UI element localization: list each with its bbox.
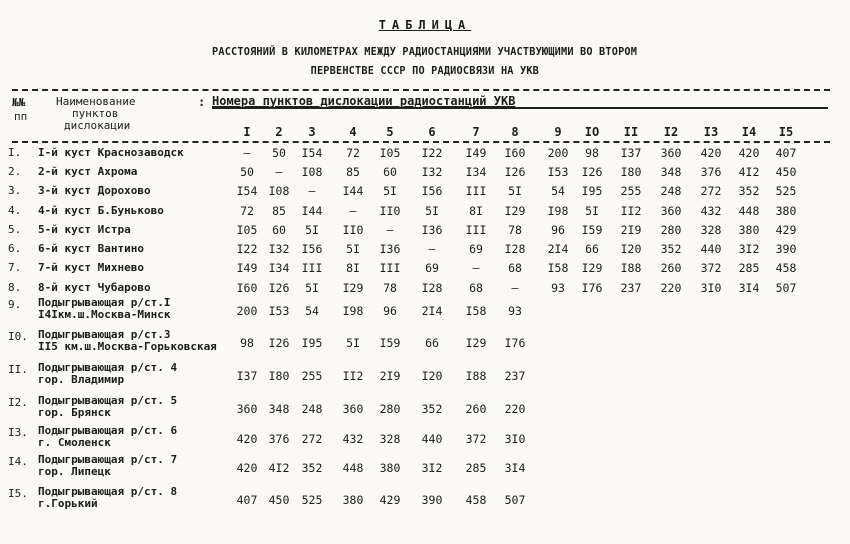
row-number: 2.: [8, 165, 22, 178]
distance-cell: 54: [551, 184, 565, 198]
distance-cell: –: [308, 184, 316, 198]
distance-cell: I32: [421, 165, 443, 179]
distance-cell: 352: [301, 461, 323, 475]
row-location-name: 7-й куст Михнево: [38, 261, 144, 274]
column-header: 6: [428, 125, 436, 139]
row-location-name: Подыгрывающая р/ст.3: [38, 328, 171, 341]
distance-cell: –: [243, 146, 251, 160]
distance-cell: 372: [700, 261, 722, 275]
distance-cell: 440: [421, 432, 443, 446]
distance-cell: I88: [620, 261, 642, 275]
row-location-name: 2-й куст Ахрома: [38, 165, 138, 178]
distance-cell: 4I2: [738, 165, 760, 179]
distance-cell: I20: [620, 242, 642, 256]
distance-cell: 360: [660, 146, 682, 160]
distance-cell: 50: [240, 165, 254, 179]
header-pp-label: пп: [14, 110, 28, 123]
distance-cell: 66: [425, 336, 439, 350]
distance-cell: 237: [620, 281, 642, 295]
distance-cell: 420: [738, 146, 760, 160]
distance-cell: III: [301, 261, 323, 275]
distance-cell: I44: [342, 184, 364, 198]
distance-cell: 380: [738, 223, 760, 237]
distance-cell: –: [511, 281, 519, 295]
distance-cell: 54: [305, 304, 319, 318]
row-location-name: Подыгрывающая р/ст. 6: [38, 424, 178, 437]
distance-cell: I26: [268, 336, 290, 350]
row-number: 5.: [8, 223, 22, 236]
row-number: 6.: [8, 242, 22, 255]
distance-cell: 68: [508, 261, 522, 275]
distance-cell: 3I2: [738, 242, 760, 256]
header-name-line3: дислокации: [64, 119, 131, 132]
distance-cell: 93: [551, 281, 565, 295]
distance-cell: 448: [342, 461, 364, 475]
column-header: IO: [584, 125, 600, 139]
distance-cell: II0: [342, 223, 364, 237]
column-header: 4: [349, 125, 357, 139]
row-number: I0.: [8, 330, 28, 343]
distance-cell: 390: [421, 493, 443, 507]
distance-cell: 420: [236, 461, 258, 475]
distance-cell: 352: [660, 242, 682, 256]
row-location-name: Подыгрывающая р/ст. 7: [38, 453, 178, 466]
distance-cell: I98: [342, 304, 364, 318]
distance-cell: 60: [383, 165, 397, 179]
distance-cell: 280: [379, 402, 401, 416]
distance-cell: I34: [465, 165, 487, 179]
header-points-label: Номера пунктов дислокации радиостанций УКВ: [212, 94, 516, 108]
distance-cell: I95: [581, 184, 603, 198]
distance-cell: 96: [551, 223, 565, 237]
distance-cell: I34: [268, 261, 290, 275]
distance-cell: III: [379, 261, 401, 275]
column-header: I: [243, 125, 251, 139]
distance-cell: I49: [465, 146, 487, 160]
row-location-name: 6-й куст Вантино: [38, 242, 144, 255]
distance-cell: 200: [547, 146, 569, 160]
row-location-name: 8-й куст Чубарово: [38, 281, 151, 294]
column-header: I5: [778, 125, 794, 139]
distance-cell: I60: [504, 146, 526, 160]
distance-cell: 2I4: [421, 304, 443, 318]
row-number: I.: [8, 146, 22, 159]
row-location-name: I4Iкм.ш.Москва-Минск: [38, 308, 171, 321]
distance-cell: 4I2: [268, 461, 290, 475]
row-location-name: Подыгрывающая р/ст. 4: [38, 361, 178, 374]
distance-cell: I59: [379, 336, 401, 350]
distance-cell: 5I: [585, 204, 599, 218]
distance-cell: I98: [547, 204, 569, 218]
column-header: 5: [386, 125, 394, 139]
distance-cell: 68: [469, 281, 483, 295]
distance-cell: 60: [272, 223, 286, 237]
distance-cell: 2I9: [620, 223, 642, 237]
distance-cell: 272: [700, 184, 722, 198]
header-colon: :: [198, 95, 206, 109]
distance-cell: 429: [379, 493, 401, 507]
distance-cell: I76: [581, 281, 603, 295]
document-title: ТАБЛИЦА: [378, 18, 472, 32]
distance-cell: 448: [738, 204, 760, 218]
row-location-name: гор. Липецк: [38, 465, 111, 478]
distance-cell: 420: [700, 146, 722, 160]
row-location-name: гор. Владимир: [38, 373, 125, 386]
distance-cell: 98: [240, 336, 254, 350]
row-location-name: 4-й куст Б.Буньково: [38, 204, 164, 217]
header-points-rule: [212, 107, 828, 109]
row-location-name: Подыгрывающая р/ст.I: [38, 296, 171, 309]
distance-cell: 69: [425, 261, 439, 275]
row-number: 7.: [8, 261, 22, 274]
distance-cell: –: [349, 204, 357, 218]
subtitle-line2-text: ПЕРВЕНСТВЕ СССР ПО РАДИОСВЯЗИ НА УКВ: [310, 64, 540, 77]
distance-cell: 3I0: [700, 281, 722, 295]
distance-cell: 5I: [508, 184, 522, 198]
distance-cell: –: [386, 223, 394, 237]
distance-cell: 5I: [305, 281, 319, 295]
column-header: I4: [741, 125, 757, 139]
distance-cell: 352: [421, 402, 443, 416]
distance-cell: 220: [660, 281, 682, 295]
distance-cell: 3I4: [738, 281, 760, 295]
column-header: I2: [663, 125, 679, 139]
distance-cell: 360: [660, 204, 682, 218]
distance-cell: 248: [660, 184, 682, 198]
distance-cell: 352: [738, 184, 760, 198]
distance-cell: 420: [236, 432, 258, 446]
distance-cell: I20: [421, 369, 443, 383]
document-subtitle-line2: [0, 64, 850, 77]
row-location-name: г. Смоленск: [38, 436, 111, 449]
row-number: I2.: [8, 396, 28, 409]
distance-cell: 2I9: [379, 369, 401, 383]
distance-cell: 5I: [305, 223, 319, 237]
distance-cell: 50: [272, 146, 286, 160]
distance-cell: I49: [236, 261, 258, 275]
distance-cell: 458: [465, 493, 487, 507]
distance-cell: 380: [342, 493, 364, 507]
distance-cell: I80: [268, 369, 290, 383]
distance-cell: I37: [236, 369, 258, 383]
distance-cell: 255: [620, 184, 642, 198]
column-header: 7: [472, 125, 480, 139]
row-location-name: 5-й куст Истра: [38, 223, 131, 236]
distance-cell: –: [275, 165, 283, 179]
distance-cell: I05: [236, 223, 258, 237]
distance-cell: 8I: [346, 261, 360, 275]
distance-cell: 525: [301, 493, 323, 507]
distance-cell: 380: [379, 461, 401, 475]
distance-cell: 85: [346, 165, 360, 179]
distance-cell: 5I: [346, 242, 360, 256]
row-number: 8.: [8, 281, 22, 294]
distance-cell: I29: [504, 204, 526, 218]
distance-cell: 376: [700, 165, 722, 179]
distance-cell: 3I2: [421, 461, 443, 475]
distance-cell: 348: [660, 165, 682, 179]
distance-cell: I29: [581, 261, 603, 275]
distance-cell: 328: [379, 432, 401, 446]
distance-cell: II2: [342, 369, 364, 383]
distance-cell: I26: [581, 165, 603, 179]
column-header: 3: [308, 125, 316, 139]
distance-cell: I59: [581, 223, 603, 237]
header-name-line2: пунктов: [72, 107, 119, 120]
distance-cell: 328: [700, 223, 722, 237]
distance-cell: 85: [272, 204, 286, 218]
distance-cell: –: [472, 261, 480, 275]
distance-cell: III: [465, 184, 487, 198]
distance-cell: I76: [504, 336, 526, 350]
distance-cell: I58: [465, 304, 487, 318]
distance-cell: 458: [775, 261, 797, 275]
distance-cell: I54: [236, 184, 258, 198]
distance-cell: 376: [268, 432, 290, 446]
distance-cell: 272: [301, 432, 323, 446]
row-number: I5.: [8, 487, 28, 500]
document-subtitle-line1: [0, 45, 850, 58]
distance-cell: I36: [379, 242, 401, 256]
row-location-name: гор. Брянск: [38, 406, 111, 419]
distance-cell: 432: [700, 204, 722, 218]
distance-cell: I08: [301, 165, 323, 179]
distance-cell: I29: [465, 336, 487, 350]
distance-cell: 72: [346, 146, 360, 160]
row-number: II.: [8, 363, 28, 376]
distance-cell: II2: [620, 204, 642, 218]
row-location-name: II5 км.ш.Москва-Горьковская: [38, 340, 217, 353]
distance-cell: 407: [236, 493, 258, 507]
row-number: I3.: [8, 426, 28, 439]
distance-cell: 8I: [469, 204, 483, 218]
distance-cell: I44: [301, 204, 323, 218]
row-location-name: I-й куст Краснозаводск: [38, 146, 184, 159]
column-header: II: [623, 125, 639, 139]
distance-cell: 78: [383, 281, 397, 295]
distance-cell: 220: [504, 402, 526, 416]
distance-cell: I58: [547, 261, 569, 275]
distance-cell: I36: [421, 223, 443, 237]
distance-cell: 380: [775, 204, 797, 218]
row-location-name: Подыгрывающая р/ст. 5: [38, 394, 178, 407]
distance-cell: 96: [383, 304, 397, 318]
distance-cell: 3I0: [504, 432, 526, 446]
distance-cell: 285: [465, 461, 487, 475]
header-number-label: №№: [12, 96, 26, 109]
distance-cell: I54: [301, 146, 323, 160]
distance-cell: III: [465, 223, 487, 237]
header-top-rule: [12, 89, 830, 91]
distance-cell: 72: [240, 204, 254, 218]
row-number: I4.: [8, 455, 28, 468]
distance-cell: II0: [379, 204, 401, 218]
distance-cell: I28: [504, 242, 526, 256]
column-header: 9: [554, 125, 562, 139]
distance-cell: 3I4: [504, 461, 526, 475]
distance-cell: I88: [465, 369, 487, 383]
distance-cell: 66: [585, 242, 599, 256]
row-location-name: Подыгрывающая р/ст. 8: [38, 485, 178, 498]
distance-cell: I08: [268, 184, 290, 198]
distance-cell: 69: [469, 242, 483, 256]
distance-cell: 360: [236, 402, 258, 416]
distance-cell: 360: [342, 402, 364, 416]
row-number: 3.: [8, 184, 22, 197]
distance-cell: 98: [585, 146, 599, 160]
column-header-rule: [12, 141, 830, 143]
distance-cell: 285: [738, 261, 760, 275]
column-header: I3: [703, 125, 719, 139]
row-location-name: г.Горький: [38, 497, 98, 510]
distance-cell: I22: [421, 146, 443, 160]
distance-cell: I26: [268, 281, 290, 295]
distance-cell: 432: [342, 432, 364, 446]
distance-cell: I28: [421, 281, 443, 295]
distance-cell: 78: [508, 223, 522, 237]
row-number: 9.: [8, 298, 22, 311]
distance-cell: 5I: [425, 204, 439, 218]
distance-cell: 255: [301, 369, 323, 383]
distance-cell: 280: [660, 223, 682, 237]
distance-cell: 260: [660, 261, 682, 275]
distance-cell: 450: [268, 493, 290, 507]
distance-cell: 429: [775, 223, 797, 237]
distance-cell: I53: [268, 304, 290, 318]
distance-cell: 507: [775, 281, 797, 295]
distance-cell: 440: [700, 242, 722, 256]
distance-cell: –: [428, 242, 436, 256]
column-header: 2: [275, 125, 283, 139]
distance-cell: I32: [268, 242, 290, 256]
distance-cell: 372: [465, 432, 487, 446]
distance-cell: I26: [504, 165, 526, 179]
distance-cell: 93: [508, 304, 522, 318]
distance-cell: I37: [620, 146, 642, 160]
distance-cell: 507: [504, 493, 526, 507]
distance-cell: 407: [775, 146, 797, 160]
distance-cell: I29: [342, 281, 364, 295]
distance-cell: 237: [504, 369, 526, 383]
distance-cell: 248: [301, 402, 323, 416]
distance-cell: 5I: [383, 184, 397, 198]
distance-cell: 2I4: [547, 242, 569, 256]
distance-cell: 260: [465, 402, 487, 416]
distance-cell: I80: [620, 165, 642, 179]
distance-cell: I56: [301, 242, 323, 256]
distance-cell: I53: [547, 165, 569, 179]
distance-cell: I60: [236, 281, 258, 295]
distance-cell: I56: [421, 184, 443, 198]
distance-cell: 525: [775, 184, 797, 198]
distance-cell: 390: [775, 242, 797, 256]
distance-cell: I22: [236, 242, 258, 256]
distance-cell: 450: [775, 165, 797, 179]
distance-cell: I95: [301, 336, 323, 350]
column-header: 8: [511, 125, 519, 139]
header-name-line1: Наименование: [56, 95, 136, 108]
row-number: 4.: [8, 204, 22, 217]
distance-cell: I05: [379, 146, 401, 160]
distance-cell: 5I: [346, 336, 360, 350]
distance-cell: 200: [236, 304, 258, 318]
distance-cell: 348: [268, 402, 290, 416]
row-location-name: 3-й куст Дорохово: [38, 184, 151, 197]
subtitle-line1-text: РАССТОЯНИЙ В КИЛОМЕТРАХ МЕЖДУ РАДИОСТАНЦИЯМИ УЧАСТВУЮЩИМИ ВО ВТОРОМ: [212, 45, 638, 58]
